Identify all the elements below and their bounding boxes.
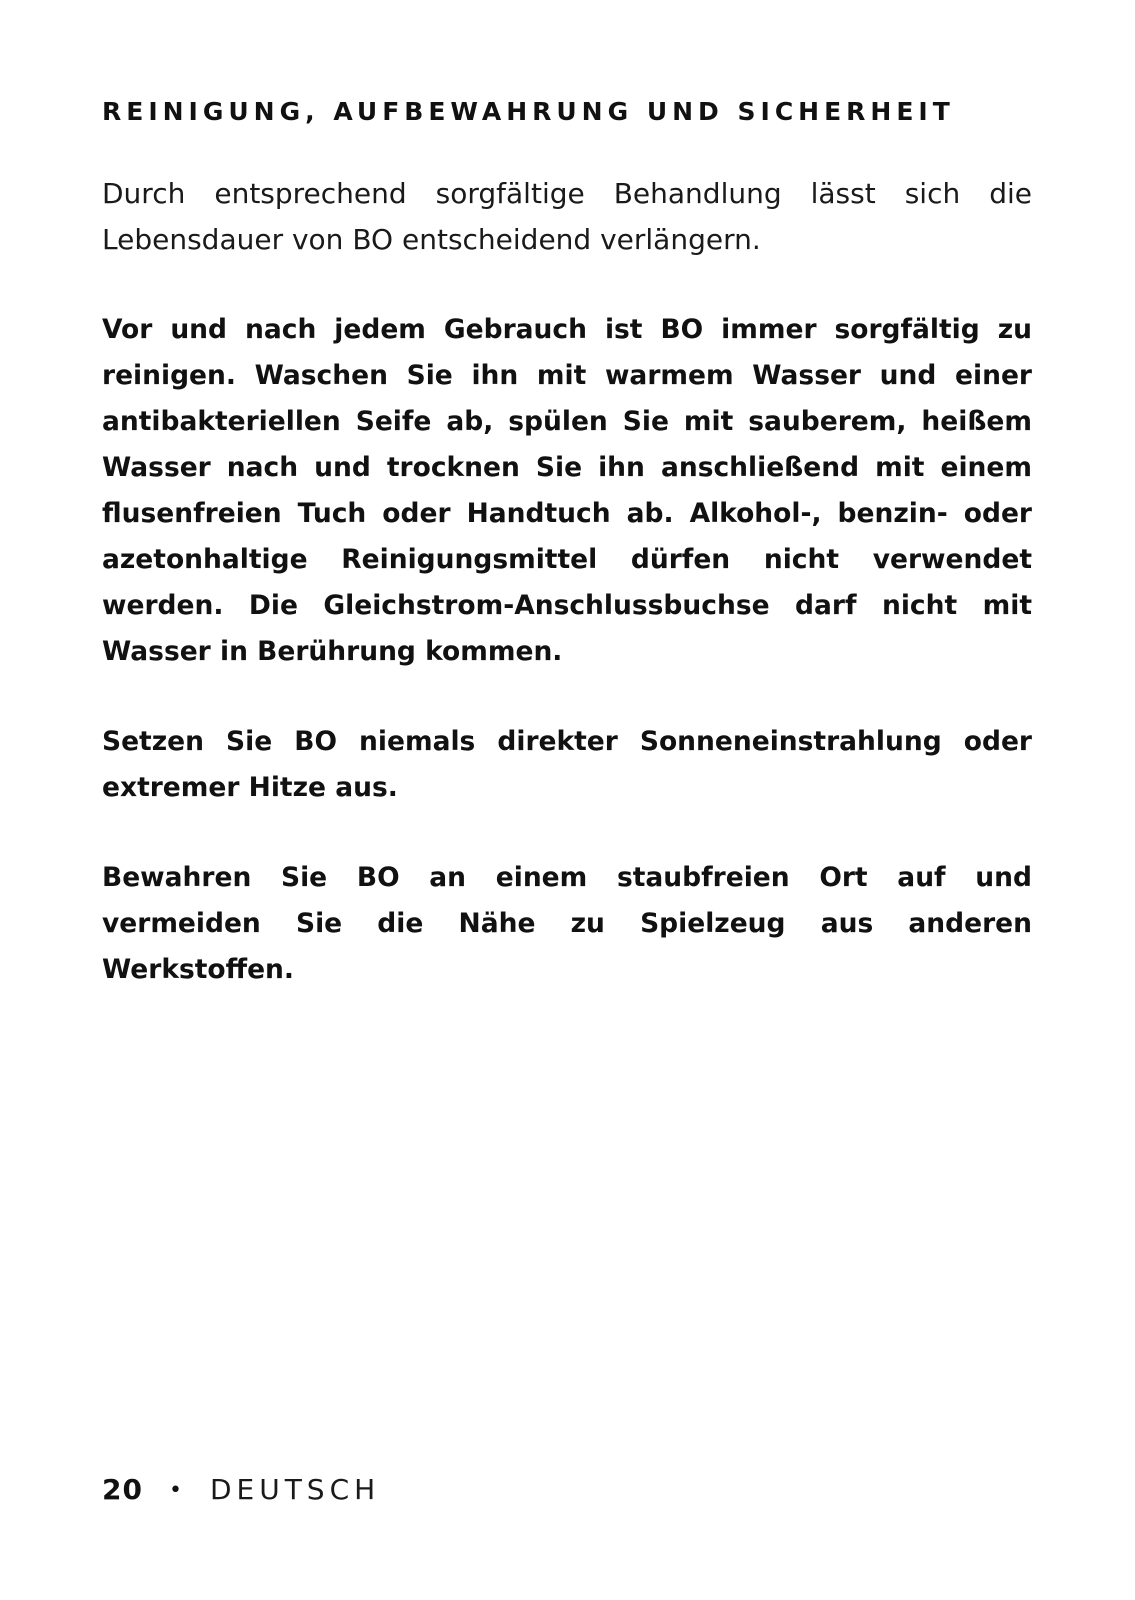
page-footer: [102, 1470, 380, 1511]
storage-instructions-paragraph: Bewahren Sie BO an einem staubfreien Ort auf und vermeiden Sie die Nähe zu Spielzeug aus anderen Werkstoffen.: [102, 862, 1032, 985]
page-content: [102, 94, 1032, 993]
cleaning-instructions-paragraph: Vor und nach jedem Gebrauch ist BO immer sorgfältig zu reinigen. Waschen Sie ihn mit warmem Wasser und einer antibakteriellen Seife ab, spülen Sie mit sauberem, heißem Wasser nach und trocknen Sie ihn anschließend mit einem flusenfreien Tuch oder Handtuch ab. Alkohol-, benzin- oder azetonhaltige Reinigungsmittel dürfen nicht verwendet werden. Die Gleichstrom-Anschlussbuchse darf nicht mit Wasser in Berührung kommen.: [102, 314, 1032, 667]
language-label: DEUTSCH: [209, 1473, 381, 1506]
bullet-separator: •: [168, 1478, 182, 1503]
sunlight-warning-paragraph: Setzen Sie BO niemals direkter Sonneneinstrahlung oder extremer Hitze aus.: [102, 726, 1032, 803]
page-number: 20: [102, 1473, 143, 1506]
section-heading: REINIGUNG, AUFBEWAHRUNG UND SICHERHEIT: [102, 97, 955, 126]
intro-paragraph: Durch entsprechend sorgfältige Behandlung lässt sich die Lebensdauer von BO entscheidend verlängern.: [102, 177, 1032, 256]
